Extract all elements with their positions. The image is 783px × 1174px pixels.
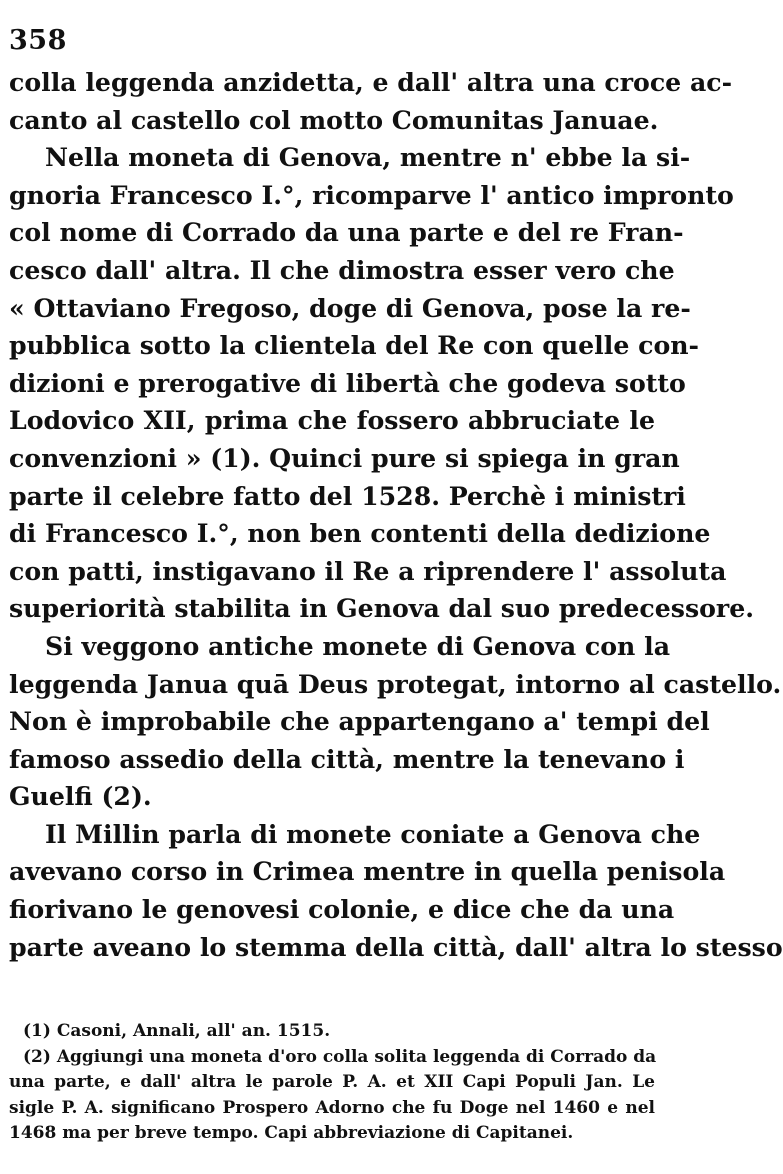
text-line: « Ottaviano Fregoso, doge di Genova, pose la re-: [9, 292, 691, 323]
footnote-line: sigle P. A. significano Prospero Adorno che fu Doge nel 1460 e nel: [9, 1097, 655, 1118]
text-line: leggenda Janua quā Deus protegat, intorno al castello.: [9, 668, 782, 699]
text-line: superiorità stabilita in Genova dal suo predecessore.: [9, 593, 754, 624]
body-text: [9, 64, 783, 966]
text-line: Si veggono antiche monete di Genova con la: [45, 630, 671, 661]
text-line: cesco dall' altra. Il che dimostra esser vero che: [9, 254, 675, 285]
text-line: parte il celebre fatto del 1528. Perchè i ministri: [9, 480, 686, 511]
page-number: 358: [9, 25, 67, 56]
text-line: di Francesco I.°, non ben contenti della dedizione: [9, 518, 711, 549]
text-line: fiorivano le genovesi colonie, e dice che da una: [9, 894, 675, 925]
text-line: pubblica sotto la clientela del Re con quelle con-: [9, 330, 700, 361]
text-line: parte aveano lo stemma della città, dall' altra lo stesso: [9, 931, 783, 962]
footnote-line: 1468 ma per breve tempo. Capi abbreviazione di Capitanei.: [9, 1123, 574, 1143]
text-line: convenzioni » (1). Quinci pure si spiega in gran: [9, 442, 680, 473]
text-line: Lodovico XII, prima che fossero abbruciate le: [9, 405, 655, 436]
footnote-line: (1) Casoni, Annali, all' an. 1515.: [23, 1021, 331, 1041]
text-line: dizioni e prerogative di libertà che godeva sotto: [9, 367, 686, 398]
text-line: famoso assedio della città, mentre la tenevano i: [9, 743, 685, 774]
footnote-line: una parte, e dall' altra le parole P. A. et XII Capi Populi Jan. Le: [9, 1072, 655, 1092]
footnote-line: (2) Aggiungi una moneta d'oro colla solita leggenda di Corrado da: [23, 1046, 657, 1067]
text-line: Guelfi (2).: [9, 781, 152, 812]
text-line: avevano corso in Crimea mentre in quella penisola: [9, 856, 726, 887]
text-line: Il Millin parla di monete coniate a Genova che: [45, 818, 701, 849]
text-line: colla leggenda anzidetta, e dall' altra una croce ac-: [9, 67, 733, 97]
footnotes: [9, 1019, 655, 1147]
text-line: con patti, instigavano il Re a riprendere l' assoluta: [9, 555, 727, 586]
text-line: canto al castello col motto Comunitas Januae.: [9, 104, 659, 135]
text-line: Non è improbabile che appartengano a' tempi del: [9, 706, 710, 737]
text-line: Nella moneta di Genova, mentre n' ebbe la si-: [45, 142, 691, 173]
text-line: gnoria Francesco I.°, ricomparve l' antico impronto: [9, 179, 734, 210]
text-line: col nome di Corrado da una parte e del re Fran-: [9, 217, 684, 248]
